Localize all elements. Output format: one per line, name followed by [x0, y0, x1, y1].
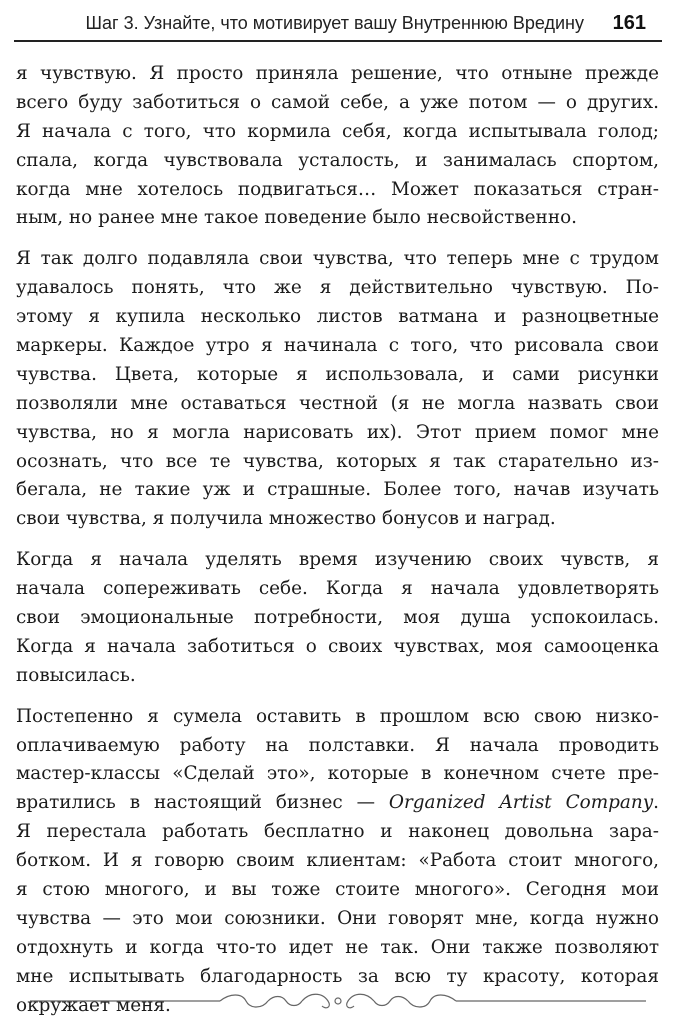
text-line: чувства. Цвета, которые я использовала, и сами рисунки [16, 363, 659, 385]
line-text: вратились в настоящий бизнес — [16, 792, 375, 814]
text-line: оплачиваемую работу на полставки. Я начала проводить [16, 734, 659, 756]
text-line: свои чувства, я получила множество бонусов и наград. [16, 508, 556, 530]
page-number: 161 [612, 12, 646, 34]
text-line: начала сопереживать себе. Когда я начала удовлетворять [16, 578, 659, 600]
text-line: позволяли мне оставаться честной (я не могла назвать свои [16, 392, 659, 414]
text-line: мне испытывать благодарность за всю ту красоту, которая [16, 965, 659, 987]
text-line: спала, когда чувствовала усталость, и занималась спортом, [16, 149, 659, 171]
running-title: Шаг 3. Узнайте, что мотивирует вашу Внутреннюю Вредину [85, 13, 584, 33]
text-line: этому я купила несколько листов ватмана и разноцветные [16, 306, 659, 328]
line-punct: . [653, 792, 659, 814]
text-line: повысилась. [16, 664, 136, 686]
footer-ornament [30, 990, 646, 1012]
body-text [16, 60, 659, 1033]
text-line: когда мне хотелось подвигаться… Может показаться стран- [16, 178, 659, 200]
text-line: Постепенно я сумела оставить в прошлом всю свою низко- [16, 705, 659, 727]
paragraph-3 [16, 546, 659, 690]
text-line: бегала, не такие уж и страшные. Более того, начав изучать [16, 479, 659, 501]
text-line-with-italic [16, 789, 659, 818]
paragraph-2 [16, 245, 659, 534]
company-name: Organized Artist Company [388, 792, 654, 814]
text-line: я чувствую. Я просто приняла решение, что отныне прежде [16, 63, 659, 84]
text-line: Я перестала работать бесплатно и наконец довольна зара- [16, 821, 659, 843]
text-line: Я начала с того, что кормила себя, когда испытывала голод; [16, 120, 659, 142]
text-line: окружает меня. [16, 994, 171, 1016]
text-line: Я так долго подавляла свои чувства, что теперь мне с трудом [16, 248, 659, 270]
text-line: я стою многого, и вы тоже стоите многого». Сегодня мои [16, 879, 659, 901]
text-line: чувства — это мои союзники. Они говорят мне, когда нужно [16, 907, 659, 929]
paragraph-4 [16, 703, 659, 1021]
text-line: чувства, но я могла нарисовать их). Этот прием помог мне [16, 421, 659, 443]
text-line: удавалось понять, что же я действительно чувствую. По- [16, 277, 659, 299]
text-line: ботком. И я говорю своим клиентам: «Работа стоит многого, [16, 850, 659, 872]
text-line: всего буду заботиться о самой себе, а уже потом — о других. [16, 91, 659, 113]
running-header [14, 6, 662, 42]
text-line: отдохнуть и когда что-то идет не так. Они также позволяют [16, 936, 659, 958]
text-line: Когда я начала заботиться о своих чувствах, моя самооценка [16, 635, 659, 657]
text-line: мастер-классы «Сделай это», которые в конечном счете пре- [16, 763, 659, 785]
text-line: маркеры. Каждое утро я начинала с того, что рисовала свои [16, 335, 659, 357]
paragraph-1 [16, 60, 659, 233]
text-line: ным, но ранее мне такое поведение было несвойственно. [16, 207, 577, 229]
text-line: Когда я начала уделять время изучению своих чувств, я [16, 549, 659, 571]
text-line: свои эмоциональные потребности, моя душа успокоилась. [16, 607, 659, 629]
text-line: осознать, что все те чувства, которых я так старательно из- [16, 450, 659, 472]
